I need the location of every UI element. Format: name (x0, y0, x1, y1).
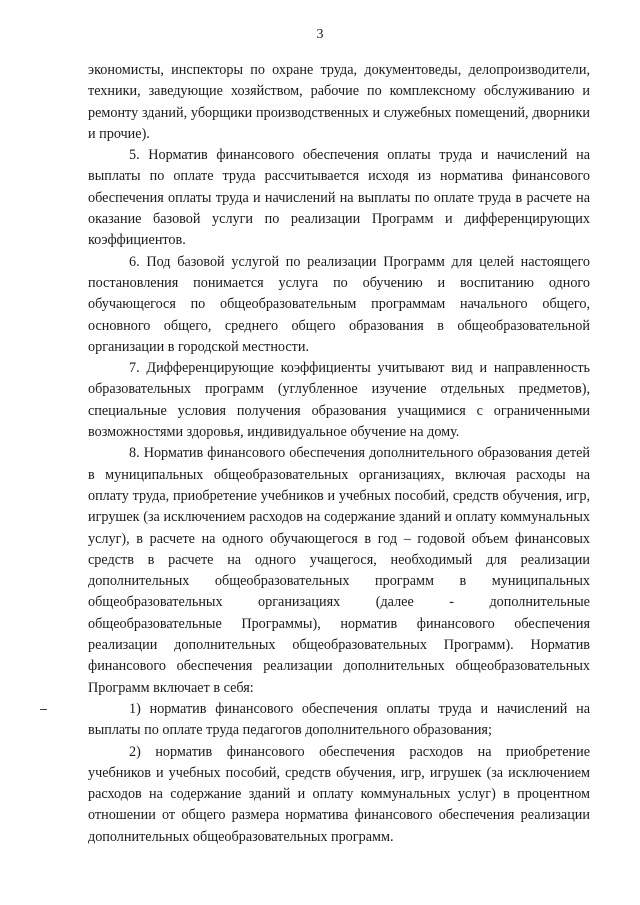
paragraph-continuation: экономисты, инспекторы по охране труда, документоведы, делопроизводители, техники, заведующие хозяйством, рабочие по комплексному обслуживанию и ремонту зданий, уборщики производственных и служебных помещений, дворники и прочие). (88, 62, 590, 142)
document-body (88, 60, 590, 848)
paragraph-6: 6. Под базовой услугой по реализации Программ для целей настоящего постановления понимается услуга по обучению и воспитанию одного обучающегося по общеобразовательным программам начального общего, основного общего, среднего общего образования в общеобразовательной организации в городской местности. (88, 253, 590, 355)
paragraph-5: 5. Норматив финансового обеспечения оплаты труда и начислений на выплаты по оплате труда рассчитывается исходя из норматива финансового обеспечения оплаты труда и начислений на выплаты по оплате труда в расчете на оказание базовой услуги по реализации Программ и дифференцирующих коэффициентов. (88, 147, 590, 249)
paragraph-7: 7. Дифференцирующие коэффициенты учитывают вид и направленность образовательных программ (углубленное изучение отдельных предметов), специальные условия получения образования учащимися с ограниченными возможностями здоровья, индивидуальное обучение на дому. (88, 360, 590, 441)
paragraph-8: 8. Норматив финансового обеспечения дополнительного образования детей в муниципальных общеобразовательных организациях, включая расходы на оплату труда, приобретение учебников и учебных пособий, средств обучения, игр, игрушек (за исключением расходов на содержание зданий и оплату коммунальных услуг), в расчете на одного обучающегося в год – годовой объем финансовых средств в расчете на одного учащегося, необходимый для реализации дополнительных общеобразовательных программ в муниципальных общеобразовательных организациях (далее - дополнительные общеобразовательные Программы), норматив финансового обеспечения реализации дополнительных общеобразовательных Программ). Норматив финансового обеспечения реализации дополнительных общеобразовательных Программ включает в себя: (88, 445, 590, 696)
list-item-1: 1) норматив финансового обеспечения оплаты труда и начислений на выплаты по оплате труда педагогов дополнительного образования; (88, 700, 590, 739)
list-item-2: 2) норматив финансового обеспечения расходов на приобретение учебников и учебных пособий, средств обучения, игр, игрушек (за исключением расходов на содержание зданий и оплату коммунальных услуг) в процентном отношении от общего размера норматива финансового обеспечения реализации дополнительных общеобразовательных программ. (88, 743, 590, 845)
page-number: 3 (316, 27, 324, 42)
margin-mark (40, 709, 47, 710)
